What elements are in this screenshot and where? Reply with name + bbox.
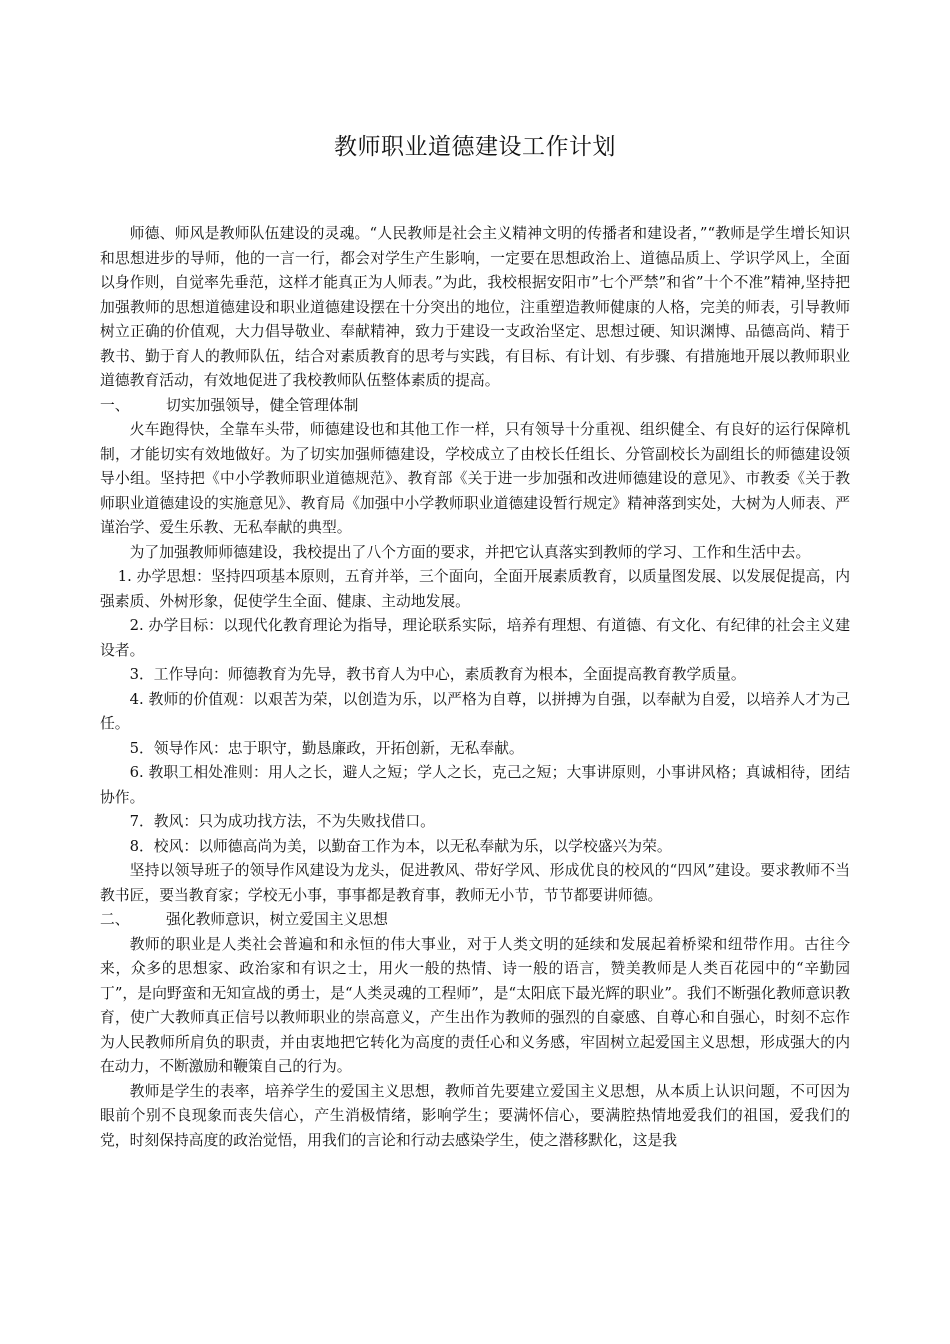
intro-paragraph: 师德、师风是教师队伍建设的灵魂。“人民教师是社会主义精神文明的传播者和建设者，”“教师是学生增长知识和思想进步的导师，他的一言一行，都会对学生产生影响，一定要在思想政治上、道德品质上、学识学风上，全面以身作则，自觉率先垂范，这样才能真正为人师表。”为此，我校根据安阳市”七个严禁”和省”十个不准”精神,坚持把加强教师的思想道德建设和职业道德建设摆在十分突出的地位，注重塑造教师健康的人格，完美的师表，引导教师树立正确的价值观，大力倡导敬业、奉献精神，致力于建设一支政治坚定、思想过硬、知识渊博、品德高尚、精于教书、勤于育人的教师队伍，结合对素质教育的思考与实践，有目标、有计划、有步骤、有措施地开展以教师职业道德教育活动，有效地促进了我校教师队伍整体素质的提高。 bbox=[100, 225, 850, 389]
section-heading-1 bbox=[100, 394, 850, 419]
section-number: 一、 bbox=[100, 396, 130, 414]
paragraph: 火车跑得快，全靠车头带，师德建设也和其他工作一样，只有领导十分重视、组织健全、有良好的运行保障机制，才能切实有效地做好。为了切实加强师德建设，学校成立了由校长任组长、分管副校长为副组长的师德建设领导小组。坚持把《中小学教师职业道德规范》、教育部《关于进一步加强和改进师德建设的意见》、市教委《关于教师职业道德建设的实施意见》、教育局《加强中小学教师职业道德建设暂行规定》精神落到实处，大树为人师表、严谨治学、爱生乐教、无私奉献的典型。 bbox=[100, 421, 850, 536]
requirement-item: 7．教风：只为成功找方法，不为失败找借口。 bbox=[129, 813, 435, 830]
paragraph: 教师是学生的表率，培养学生的爱国主义思想，教师首先要建立爱国主义思想，从本质上认识问题，不可因为眼前个别不良现象而丧失信心，产生消极情绪，影响学生；要满怀信心，要满腔热情地爱我们的祖国，爱我们的党，时刻保持高度的政治觉悟，用我们的言论和行动去感染学生，使之潜移默化，这是我 bbox=[100, 1082, 850, 1149]
document-body bbox=[100, 222, 850, 1153]
requirement-item: 2. 办学目标：以现代化教育理论为指导，理论联系实际，培养有理想、有道德、有文化、有纪律的社会主义建设者。 bbox=[100, 617, 850, 659]
paragraph: 坚持以领导班子的领导作风建设为龙头，促进教风、带好学风、形成优良的校风的“四风”建设。要求教师不当教书匠，要当教育家；学校无小事，事事都是教育事，教师无小节，节节都要讲师德。 bbox=[100, 862, 850, 904]
section-heading-text: 切实加强领导，健全管理体制 bbox=[166, 396, 359, 414]
requirement-item: 1. 办学思想：坚持四项基本原则，五育并举，三个面向，全面开展素质教育，以质量图发展、以发展促提高，内强素质、外树形象，促使学生全面、健康、主动地发展。 bbox=[100, 568, 850, 610]
section-heading-2 bbox=[100, 908, 850, 933]
requirement-item: 5．领导作风：忠于职守，勤恳廉政，开拓创新，无私奉献。 bbox=[129, 739, 524, 757]
section-heading-text: 强化教师意识，树立爱国主义思想 bbox=[166, 911, 388, 928]
paragraph: 教师的职业是人类社会普遍和和永恒的伟大事业，对于人类文明的延续和发展起着桥梁和纽带作用。古往今来，众多的思想家、政治家和有识之士，用火一般的热情、诗一般的语言，赞美教师是人类百花园中的“辛勤园丁”，是向野蛮和无知宣战的勇士，是“人类灵魂的工程师”，是“太阳底下最光辉的职业”。我们不断强化教师意识教育，使广大教师真正信号以教师职业的崇高意义，产生出作为教师的强烈的自豪感、自尊心和自强心，时刻不忘作为人民教师所肩负的职责，并由衷地把它转化为高度的责任心和义务感，牢固树立起爱国主义思想，形成强大的内在动力，不断激励和鞭策自己的行为。 bbox=[100, 935, 850, 1075]
section-number: 二、 bbox=[100, 911, 130, 928]
paragraph: 为了加强教师师德建设，我校提出了八个方面的要求，并把它认真落实到教师的学习、工作和生活中去。 bbox=[129, 543, 811, 561]
requirement-item: 8．校风：以师德高尚为美，以勤奋工作为本，以无私奉献为乐，以学校盛兴为荣。 bbox=[129, 837, 672, 855]
requirement-item: 4. 教师的价值观：以艰苦为荣，以创造为乐，以严格为自尊，以拼搏为自强，以奉献为自爱，以培养人才为己任。 bbox=[100, 690, 850, 732]
document-title: 教师职业道德建设工作计划 bbox=[334, 134, 616, 160]
requirement-item: 6. 教职工相处准则：用人之长，避人之短；学人之长，克己之短；大事讲原则，小事讲风格；真诚相待，团结协作。 bbox=[100, 764, 850, 806]
requirement-item: 3．工作导向：师德教育为先导，教书育人为中心，素质教育为根本，全面提高教育教学质量。 bbox=[129, 666, 746, 683]
